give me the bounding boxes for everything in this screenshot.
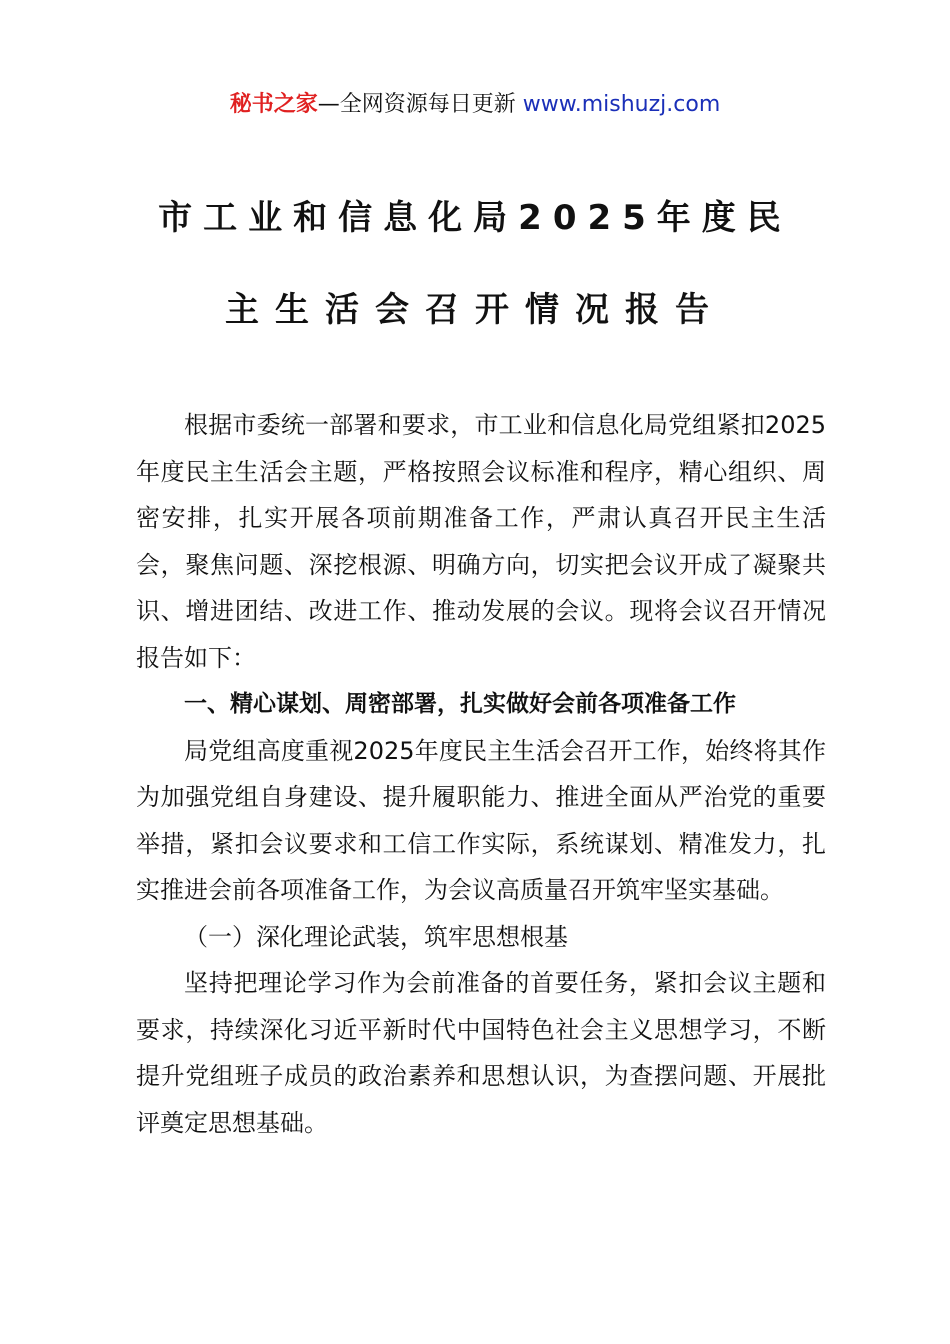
intro-paragraph: 根据市委统一部署和要求，市工业和信息化局党组紧扣2025年度民主生活会主题，严格按照会议标准和程序，精心组织、周密安排，扎实开展各项前期准备工作，严肃认真召开民主生活会，聚焦问题、深挖根源、明确方向，切实把会议开成了凝聚共识、增进团结、改进工作、推动发展的会议。现将会议召开情况报告如下： xyxy=(136,411,826,672)
document-title-line-1: 市工业和信息化局2025年度民 xyxy=(158,198,792,238)
document-body xyxy=(136,402,826,1146)
header-tagline: —全网资源每日更新 xyxy=(317,92,516,117)
site-header xyxy=(0,88,950,122)
document-title-line-2: 主生活会召开情况报告 xyxy=(225,290,725,330)
site-url-link[interactable]: www.mishuzj.com xyxy=(522,92,721,117)
subsection-1-heading: （一）深化理论武装，筑牢思想根基 xyxy=(184,922,568,951)
section-1-paragraph: 局党组高度重视2025年度民主生活会召开工作，始终将其作为加强党组自身建设、提升履职能力、推进全面从严治党的重要举措，紧扣会议要求和工信工作实际，系统谋划、精准发力，扎实推进会前各项准备工作，为会议高质量召开筑牢坚实基础。 xyxy=(136,736,826,904)
subsection-1-paragraph: 坚持把理论学习作为会前准备的首要任务，紧扣会议主题和要求，持续深化习近平新时代中国特色社会主义思想学习，不断提升党组班子成员的政治素养和思想认识，为查摆问题、开展批评奠定思想基础。 xyxy=(136,969,826,1137)
section-1-heading: 一、精心谋划、周密部署，扎实做好会前各项准备工作 xyxy=(184,691,736,717)
brand-name: 秘书之家 xyxy=(229,92,318,117)
